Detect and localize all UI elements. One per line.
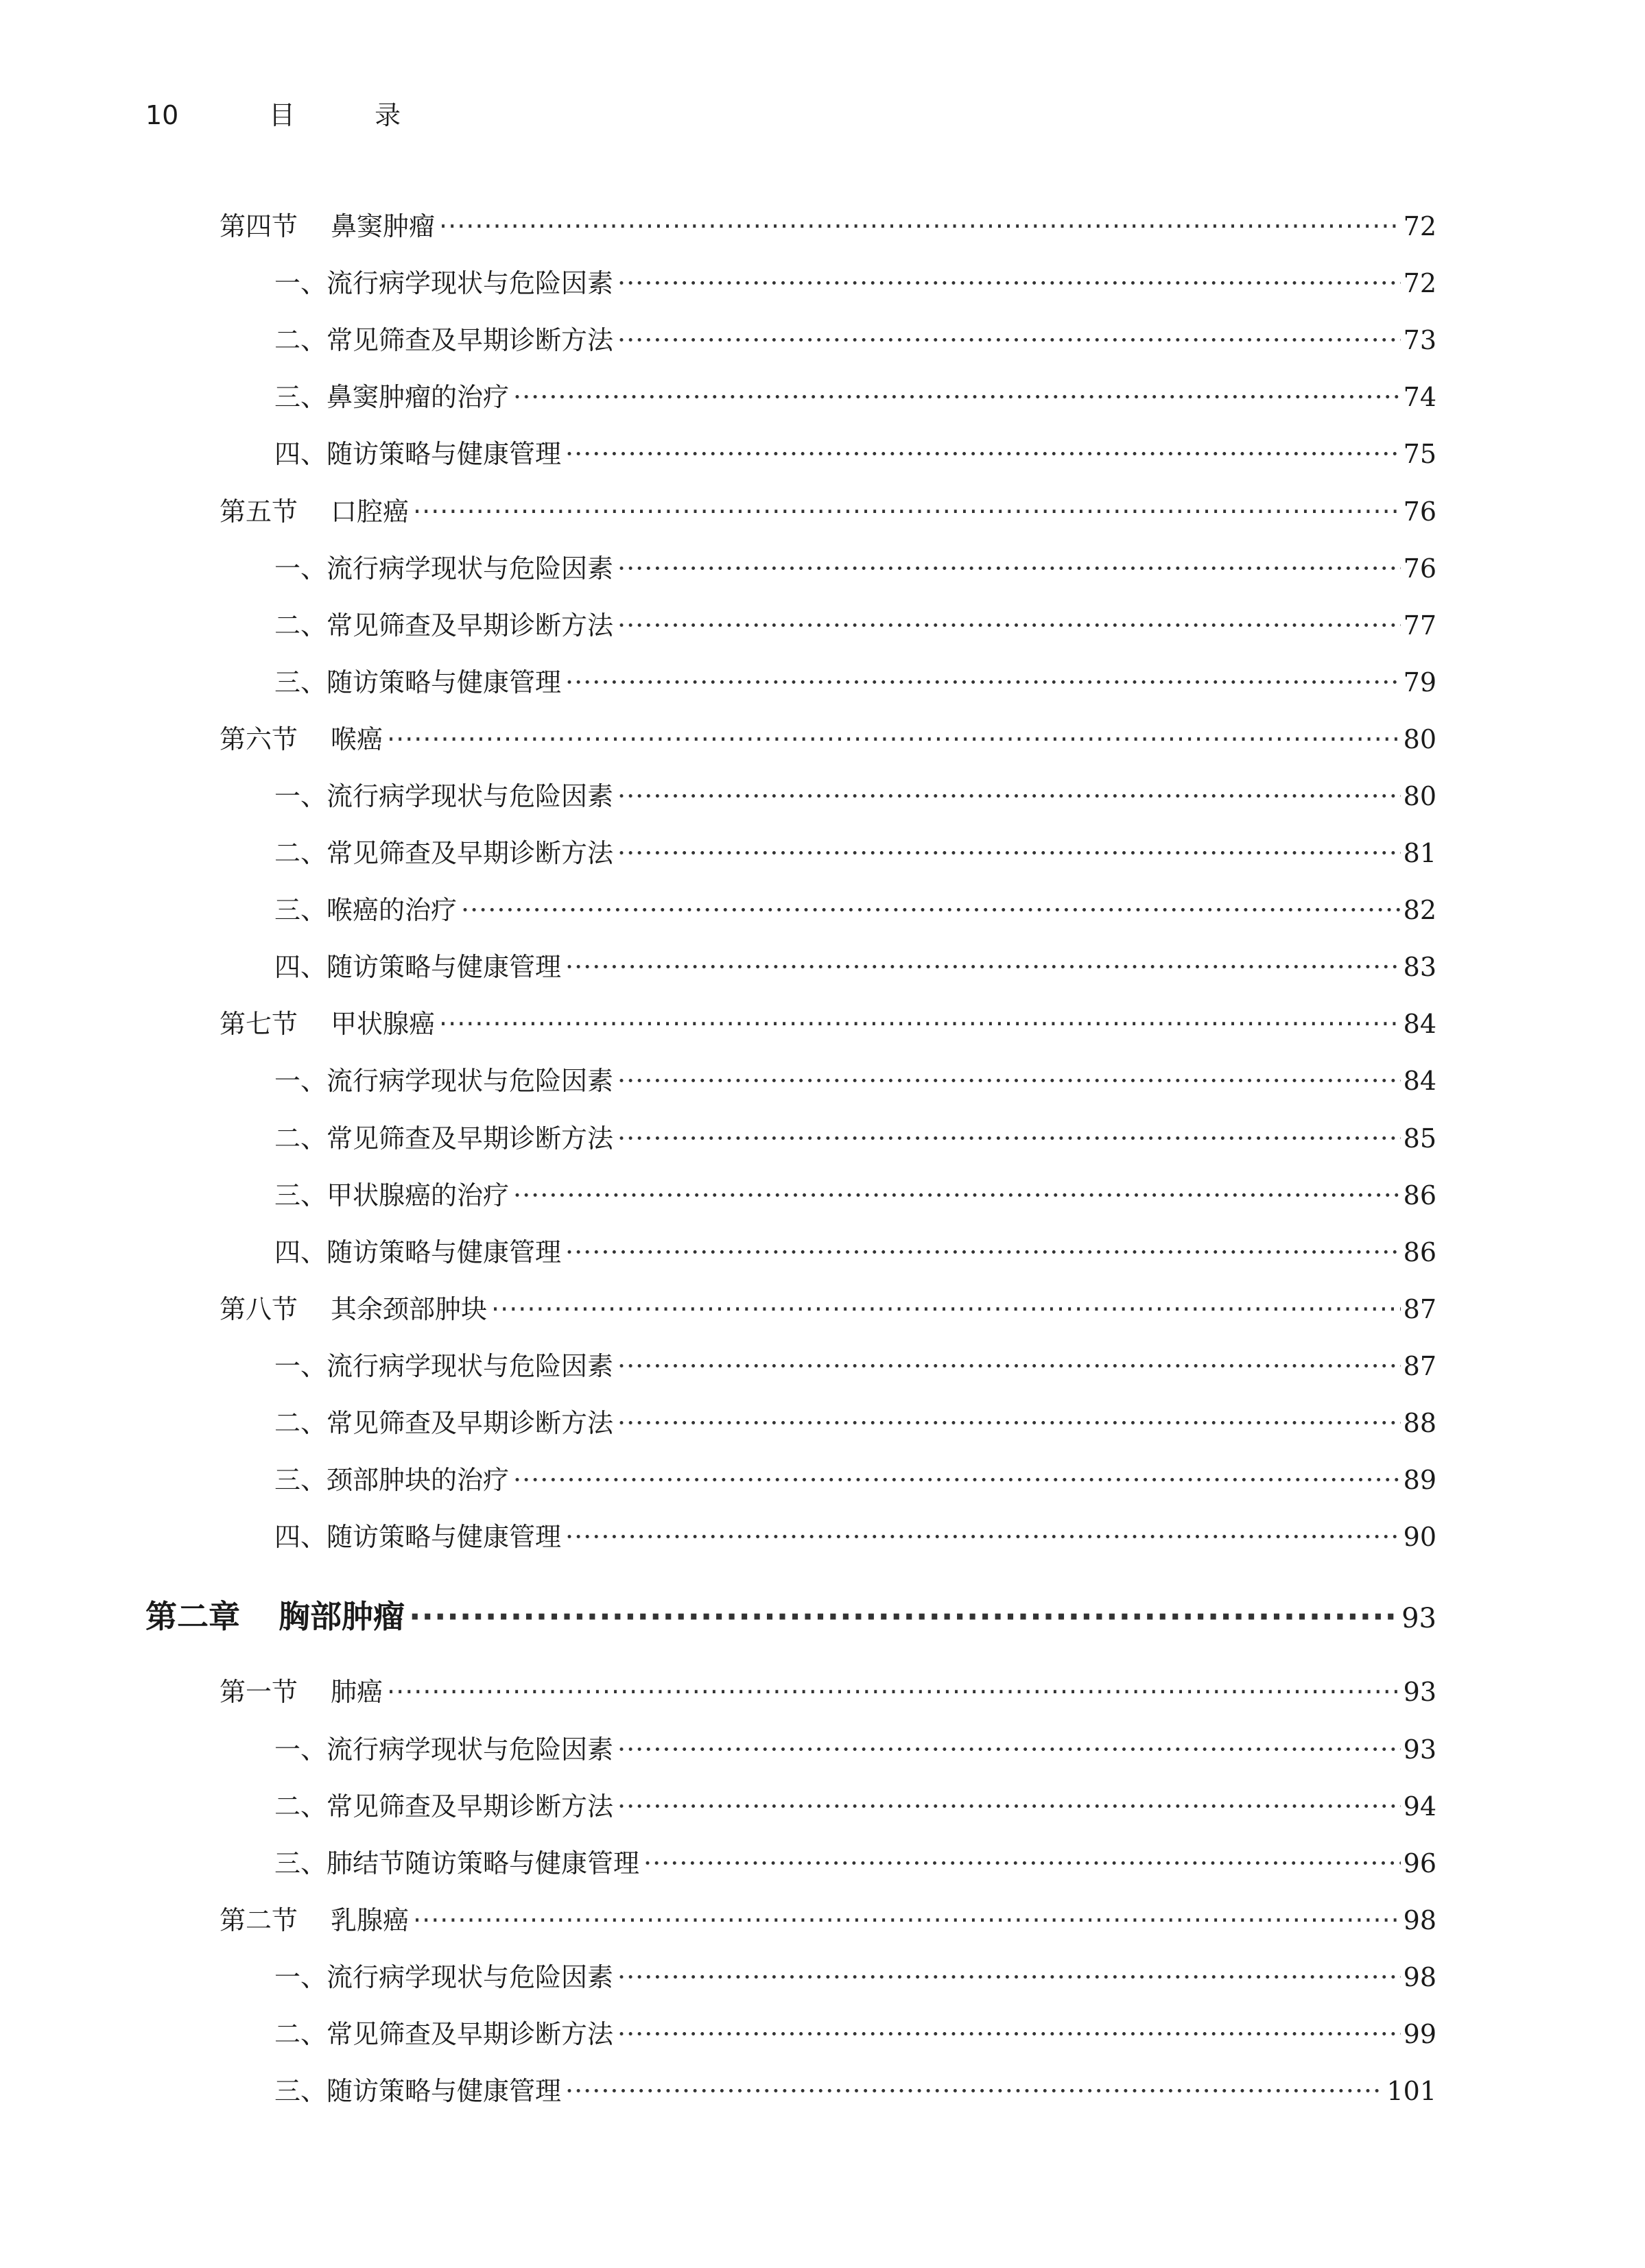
toc-entry-item	[274, 776, 1436, 817]
dot-leader	[565, 1516, 1401, 1557]
toc-entry-item	[274, 1118, 1436, 1159]
toc-entry-page: 86	[1403, 1237, 1436, 1267]
toc-entry-title: 三、颈部肿块的治疗	[274, 1465, 510, 1495]
toc-entry-page: 77	[1403, 610, 1436, 641]
toc-entry-title: 二、常见筛查及早期诊断方法	[274, 2019, 614, 2049]
toc-entry-page: 73	[1403, 325, 1436, 355]
toc-entry-label	[145, 1592, 405, 1640]
toc-entry-title: 四、随访策略与健康管理	[274, 1522, 562, 1552]
toc-entry-title: 三、随访策略与健康管理	[274, 667, 562, 697]
toc-entry-label	[274, 662, 561, 703]
toc-entry-item	[274, 1729, 1436, 1770]
toc-entry-page: 80	[1403, 724, 1436, 754]
toc-entry-page: 96	[1403, 1848, 1436, 1878]
dot-leader	[413, 1900, 1401, 1941]
toc-entry-section	[220, 1003, 1436, 1045]
toc-entry-title: 二、常见筛查及早期诊断方法	[274, 610, 614, 641]
dot-leader	[513, 377, 1401, 418]
toc-entry-title: 二、常见筛查及早期诊断方法	[274, 1123, 614, 1154]
toc-entry-page: 93	[1403, 1677, 1436, 1707]
dot-leader	[617, 776, 1401, 817]
toc-entry-title: 二、常见筛查及早期诊断方法	[274, 325, 614, 355]
toc-entry-item	[274, 662, 1436, 703]
toc-entry-title: 胸部肿瘤	[279, 1598, 405, 1635]
toc-entry-title: 二、常见筛查及早期诊断方法	[274, 838, 614, 868]
dot-leader	[409, 1592, 1399, 1640]
toc-entry-title: 甲状腺癌	[331, 1009, 436, 1039]
dot-leader	[617, 1346, 1401, 1387]
toc-entry-item	[274, 1060, 1436, 1101]
toc-entry-label	[274, 1957, 613, 1998]
dot-leader	[617, 1957, 1401, 1998]
toc-entry-item	[274, 433, 1436, 475]
toc-entry-title: 三、甲状腺癌的治疗	[274, 1180, 510, 1210]
toc-entry-title: 二、常见筛查及早期诊断方法	[274, 1791, 614, 1822]
toc-entry-title: 一、流行病学现状与危险因素	[274, 1962, 614, 1992]
toc-entry-title: 四、随访策略与健康管理	[274, 1237, 562, 1267]
toc-entry-label	[274, 833, 613, 874]
toc-entry-page: 86	[1403, 1180, 1436, 1210]
toc-entry-item	[274, 890, 1436, 931]
toc-entry-title: 一、流行病学现状与危险因素	[274, 1351, 614, 1381]
toc-entry-label	[220, 206, 435, 247]
toc-entry-section	[220, 491, 1436, 532]
toc-entry-title: 口腔癌	[331, 497, 410, 527]
toc-entry-title: 三、喉癌的治疗	[274, 895, 458, 925]
toc-entry-section	[220, 1671, 1436, 1712]
dot-leader	[513, 1459, 1401, 1501]
toc-entry-page: 79	[1403, 667, 1436, 697]
toc-entry-title: 三、随访策略与健康管理	[274, 2076, 562, 2106]
toc-entry-title: 四、随访策略与健康管理	[274, 439, 562, 469]
toc-entry-label	[274, 605, 613, 646]
toc-entry-label	[220, 1900, 409, 1941]
dot-leader	[439, 206, 1401, 247]
toc-entry-label	[274, 548, 613, 589]
dot-leader	[617, 1786, 1401, 1827]
dot-leader	[439, 1003, 1401, 1045]
dot-leader	[461, 890, 1401, 931]
toc-entry-label	[274, 433, 561, 475]
toc-entry-page: 74	[1403, 382, 1436, 412]
toc-entry-section	[220, 719, 1436, 760]
toc-entry-item	[274, 1346, 1436, 1387]
dot-leader	[643, 1843, 1401, 1884]
toc-entry-page: 98	[1403, 1905, 1436, 1935]
toc-entry-page: 80	[1403, 781, 1436, 811]
toc-entry-page: 76	[1403, 497, 1436, 527]
toc-entry-label	[274, 946, 561, 988]
dot-leader	[565, 2070, 1384, 2112]
dot-leader	[565, 662, 1401, 703]
toc-entry-page: 87	[1403, 1294, 1436, 1324]
dot-leader	[617, 1729, 1401, 1770]
toc-entry-page: 76	[1403, 553, 1436, 584]
toc-entry-page: 87	[1403, 1351, 1436, 1381]
toc-entry-item	[274, 320, 1436, 361]
toc-entry-page: 90	[1403, 1522, 1436, 1552]
dot-leader	[617, 2014, 1401, 2055]
toc-entry-label	[274, 2014, 613, 2055]
toc-entry-number: 第六节	[220, 724, 298, 754]
dot-leader	[387, 1671, 1401, 1712]
toc-entry-item	[274, 1459, 1436, 1501]
toc-entry-item	[274, 1786, 1436, 1827]
toc-entry-item	[274, 263, 1436, 304]
toc-entry-label	[274, 776, 613, 817]
dot-leader	[617, 548, 1401, 589]
toc-entry-number: 第四节	[220, 211, 298, 241]
dot-leader	[387, 719, 1401, 760]
toc-entry-title: 喉癌	[331, 724, 383, 754]
toc-entry-item	[274, 1843, 1436, 1884]
toc-entry-number: 第八节	[220, 1294, 298, 1324]
toc-entry-title: 四、随访策略与健康管理	[274, 952, 562, 982]
toc-entry-label	[274, 263, 613, 304]
toc-entry-number: 第五节	[220, 497, 298, 527]
toc-entry-title: 三、鼻窦肿瘤的治疗	[274, 382, 510, 412]
toc-entry-page: 75	[1403, 439, 1436, 469]
toc-entry-number: 第七节	[220, 1009, 298, 1039]
dot-leader	[617, 605, 1401, 646]
toc-entry-label	[274, 1459, 509, 1501]
header-page-number: 10	[145, 100, 179, 130]
toc-entry-label	[274, 1232, 561, 1273]
dot-leader	[513, 1175, 1401, 1216]
toc-entry-item	[274, 548, 1436, 589]
toc-entry-item	[274, 1232, 1436, 1273]
toc-entry-item	[274, 946, 1436, 988]
toc-entry-label	[220, 491, 409, 532]
toc-entry-item	[274, 2070, 1436, 2112]
dot-leader	[565, 946, 1401, 988]
toc-entry-page: 82	[1403, 895, 1436, 925]
toc-entry-item	[274, 1175, 1436, 1216]
toc-entry-label	[274, 1729, 613, 1770]
dot-leader	[617, 1402, 1401, 1444]
toc-entry-number: 第二节	[220, 1905, 298, 1935]
toc-entry-page: 98	[1403, 1962, 1436, 1992]
dot-leader	[565, 433, 1401, 475]
toc-entry-item	[274, 605, 1436, 646]
toc-entry-label	[274, 1346, 613, 1387]
toc-entry-chapter	[145, 1592, 1436, 1640]
dot-leader	[565, 1232, 1401, 1273]
toc-entry-item	[274, 833, 1436, 874]
dot-leader	[617, 1060, 1401, 1101]
toc-entry-page: 101	[1386, 2076, 1436, 2106]
toc-entry-title: 一、流行病学现状与危险因素	[274, 1066, 614, 1096]
dot-leader	[617, 320, 1401, 361]
toc-entry-label	[274, 1786, 613, 1827]
toc-entry-section	[220, 1289, 1436, 1330]
toc-entry-label	[274, 890, 457, 931]
toc-entry-number: 第一节	[220, 1677, 298, 1707]
toc-entry-title: 二、常见筛查及早期诊断方法	[274, 1408, 614, 1438]
toc-entry-page: 85	[1403, 1123, 1436, 1154]
toc-entry-label	[274, 1175, 509, 1216]
toc-entry-title: 乳腺癌	[331, 1905, 410, 1935]
toc-entry-section	[220, 1900, 1436, 1941]
toc-entry-page: 84	[1403, 1009, 1436, 1039]
toc-entry-title: 一、流行病学现状与危险因素	[274, 1734, 614, 1765]
toc-entry-page: 99	[1403, 2019, 1436, 2049]
toc-entry-item	[274, 2014, 1436, 2055]
toc-entry-title: 一、流行病学现状与危险因素	[274, 268, 614, 298]
toc-entry-title: 一、流行病学现状与危险因素	[274, 553, 614, 584]
toc-entry-title: 鼻窦肿瘤	[331, 211, 436, 241]
toc-entry-label	[274, 1060, 613, 1101]
toc-entry-item	[274, 377, 1436, 418]
dot-leader	[617, 833, 1401, 874]
toc-entry-label	[274, 377, 509, 418]
toc-entry-page: 81	[1403, 838, 1436, 868]
header-title: 目 录	[269, 100, 437, 130]
toc-entry-label	[274, 1118, 613, 1159]
dot-leader	[617, 263, 1401, 304]
toc-entry-label	[220, 719, 383, 760]
dot-leader	[617, 1118, 1401, 1159]
toc-entry-item	[274, 1516, 1436, 1557]
dot-leader	[413, 491, 1401, 532]
toc-entry-page: 83	[1403, 952, 1436, 982]
toc-entry-label	[274, 320, 613, 361]
toc-entry-page: 72	[1403, 211, 1436, 241]
toc-entry-number: 第二章	[145, 1598, 240, 1635]
toc-entry-title: 三、肺结节随访策略与健康管理	[274, 1848, 640, 1878]
toc-entry-label	[274, 1402, 613, 1444]
toc-entry-page: 89	[1403, 1465, 1436, 1495]
toc-entry-title: 肺癌	[331, 1677, 383, 1707]
dot-leader	[491, 1289, 1401, 1330]
toc-entry-page: 84	[1403, 1066, 1436, 1096]
toc-entry-page: 88	[1403, 1408, 1436, 1438]
toc-entry-label	[220, 1671, 383, 1712]
toc-entry-page: 93	[1403, 1734, 1436, 1765]
toc-entry-label	[274, 1516, 561, 1557]
toc-entry-item	[274, 1957, 1436, 1998]
toc-entry-title: 一、流行病学现状与危险因素	[274, 781, 614, 811]
toc-entry-section	[220, 206, 1436, 247]
toc-entry-title: 其余颈部肿块	[331, 1294, 488, 1324]
toc-entry-page: 93	[1401, 1603, 1436, 1634]
toc-entry-page: 72	[1403, 268, 1436, 298]
toc-entry-label	[274, 2070, 561, 2112]
toc-entry-label	[220, 1003, 435, 1045]
toc-entry-label	[274, 1843, 639, 1884]
toc-entry-page: 94	[1403, 1791, 1436, 1822]
toc-entry-label	[220, 1289, 487, 1330]
toc-entry-item	[274, 1402, 1436, 1444]
